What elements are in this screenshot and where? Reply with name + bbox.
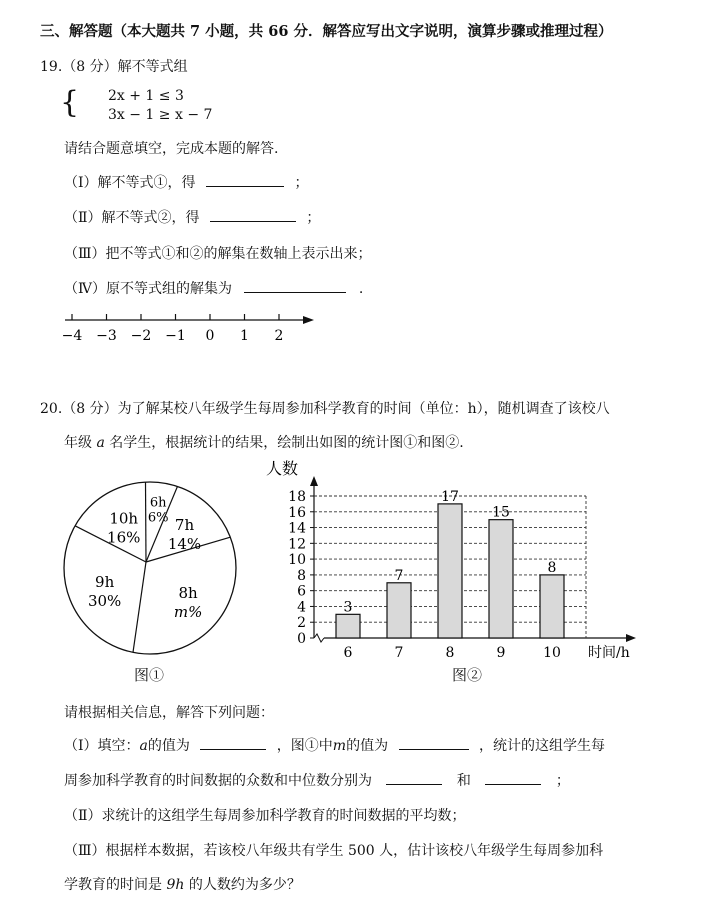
q20-part3-line1: （Ⅲ）根据样本数据，若该校八年级共有学生 500 人，估计该校八年级学生每周参加科 bbox=[64, 843, 604, 859]
pie-chart bbox=[60, 478, 245, 663]
pie-slice-label: 10h bbox=[109, 509, 139, 528]
bar-y-tick-label: 6 bbox=[297, 583, 306, 600]
fig1-caption: 图① bbox=[134, 666, 165, 684]
q20-p3-var-9h: 9h bbox=[166, 877, 185, 893]
q20-p1-var-a: a bbox=[139, 738, 148, 754]
q19-step4-end: . bbox=[358, 281, 364, 297]
number-line-arrow bbox=[303, 316, 314, 324]
pie-slice-label: 7h bbox=[174, 515, 195, 534]
bar-y-tick-label: 14 bbox=[288, 520, 306, 537]
pie-slice-label: 8h bbox=[178, 584, 198, 603]
pie-slice-value: 14% bbox=[167, 534, 202, 553]
bar-data-label: 17 bbox=[441, 488, 459, 505]
bar-y-tick-label: 4 bbox=[297, 599, 306, 616]
q19-step1-text: （Ⅰ）解不等式①，得 bbox=[64, 175, 196, 191]
number-line bbox=[60, 310, 330, 350]
q19-number: 19.（8 分）解不等式组 bbox=[40, 59, 188, 75]
pie-slice-edge bbox=[145, 482, 146, 562]
brace-symbol: { bbox=[60, 85, 80, 120]
q19-step4 bbox=[64, 278, 363, 298]
bar-y-tick-label: 12 bbox=[288, 536, 306, 553]
bar-rect bbox=[540, 575, 564, 638]
bar-rect bbox=[387, 583, 411, 638]
q20-p1-line2-a: 周参加科学教育的时间数据的众数和中位数分别为 bbox=[64, 773, 372, 789]
q20-line2 bbox=[64, 432, 464, 452]
pie-slice-label: 6h bbox=[149, 495, 167, 511]
q19-step2-text: （Ⅱ）解不等式②，得 bbox=[64, 210, 200, 226]
bar-rect bbox=[438, 504, 462, 638]
fig2-caption: 图② bbox=[452, 666, 483, 684]
q20-p1-a: （Ⅰ）填空： bbox=[64, 738, 140, 754]
q20-p1-e: ，统计的这组学生每 bbox=[478, 738, 605, 754]
bar-x-tick-label: 7 bbox=[394, 645, 404, 661]
number-line-tick-label: −3 bbox=[96, 328, 117, 344]
pie-slice-value: m% bbox=[173, 603, 203, 622]
bar-y-tick-label: 0 bbox=[297, 631, 306, 647]
q20-p1-var-m: m bbox=[332, 738, 347, 754]
pie-slice-label: 9h bbox=[95, 572, 115, 591]
bar-rect bbox=[489, 520, 513, 638]
bar-x-tick-label: 6 bbox=[343, 645, 353, 661]
q20-line2-b: 名学生，根据统计的结果，绘制出如图的统计图①和图②. bbox=[109, 435, 464, 451]
bar-x-tick-label: 10 bbox=[543, 645, 561, 661]
bar-ylabel: 人数 bbox=[266, 459, 299, 478]
q19-step4-text: （Ⅳ）原不等式组的解集为 bbox=[64, 281, 232, 297]
q20-part1-line1 bbox=[64, 735, 605, 755]
q20-p1-c: ，图①中 bbox=[276, 738, 333, 754]
pie-slice-value: 6% bbox=[147, 510, 169, 526]
bar-y-tick-label: 16 bbox=[288, 504, 306, 521]
number-line-tick-label: −1 bbox=[165, 328, 186, 344]
number-line-tick-label: −4 bbox=[61, 328, 83, 344]
pie-slice-value: 16% bbox=[107, 528, 141, 547]
q20-p1-line2-b: 和 bbox=[456, 773, 471, 789]
bar-data-label: 15 bbox=[492, 504, 510, 521]
bar-y-tick-label: 10 bbox=[288, 552, 306, 569]
q20-p1-line2-c: ； bbox=[555, 773, 570, 789]
bar-rect bbox=[336, 614, 360, 638]
bar-x-tick-label: 8 bbox=[445, 645, 455, 661]
q20-a-answer-blank[interactable] bbox=[200, 735, 266, 750]
bar-x-tick-label: 9 bbox=[496, 645, 506, 661]
q20-line1: 20.（8 分）为了解某校八年级学生每周参加科学教育的时间（单位：h），随机调查了该校八 bbox=[40, 401, 610, 417]
bar-chart bbox=[262, 458, 642, 668]
bar-data-label: 8 bbox=[547, 559, 557, 576]
q19-step1 bbox=[64, 172, 308, 192]
q20-part2: （Ⅱ）求统计的这组学生每周参加科学教育的时间数据的平均数； bbox=[64, 808, 466, 824]
q20-part1-line2 bbox=[64, 770, 570, 790]
bar-y-tick-label: 8 bbox=[297, 567, 306, 584]
q20-p3-line2-b: 的人数约为多少？ bbox=[188, 877, 301, 893]
q20-median-answer-blank[interactable] bbox=[485, 770, 541, 785]
number-line-tick-label: 1 bbox=[240, 328, 249, 344]
q20-mode-answer-blank[interactable] bbox=[386, 770, 442, 785]
q19-step2 bbox=[64, 207, 320, 227]
q19-instruction: 请结合题意填空，完成本题的解答. bbox=[64, 141, 279, 157]
q19-step3: （Ⅲ）把不等式①和②的解集在数轴上表示出来； bbox=[64, 246, 372, 262]
bar-y-arrow bbox=[310, 476, 318, 486]
bar-data-label: 7 bbox=[394, 567, 404, 584]
number-line-tick-label: −2 bbox=[130, 328, 152, 344]
section-heading: 三、解答题（本大题共 7 小题，共 66 分．解答应写出文字说明，演算步骤或推理过程） bbox=[40, 23, 613, 40]
q20-p1-d: 的值为 bbox=[346, 738, 389, 754]
q20-p1-b: 的值为 bbox=[147, 738, 190, 754]
q20-p3-line2-a: 学教育的时间是 bbox=[64, 877, 162, 893]
pie-slice-value: 30% bbox=[87, 591, 122, 610]
number-line-tick-label: 0 bbox=[205, 328, 215, 344]
bar-xlabel: 时间/h bbox=[588, 645, 630, 661]
bar-data-label: 3 bbox=[343, 599, 353, 616]
bar-y-tick-label: 18 bbox=[288, 489, 306, 505]
q19-step2-answer-blank[interactable] bbox=[210, 207, 296, 222]
bar-y-tick-label: 2 bbox=[297, 615, 306, 632]
q20-var-a: a bbox=[96, 435, 105, 451]
q19-step1-end: ； bbox=[294, 175, 309, 191]
q19-inequality-2: 3x − 1 ≥ x − 7 bbox=[108, 107, 213, 123]
q20-line2-a: 年级 bbox=[64, 435, 92, 451]
q20-prompt: 请根据相关信息，解答下列问题： bbox=[64, 705, 274, 721]
q19-step2-end: ； bbox=[306, 210, 321, 226]
q19-step1-answer-blank[interactable] bbox=[206, 172, 284, 187]
q19-inequality-1: 2x + 1 ≤ 3 bbox=[108, 88, 184, 104]
number-line-tick-label: 2 bbox=[274, 328, 284, 344]
q20-m-answer-blank[interactable] bbox=[399, 735, 469, 750]
q19-step4-answer-blank[interactable] bbox=[244, 278, 346, 293]
bar-axis-break bbox=[314, 634, 324, 642]
bar-x-arrow bbox=[626, 634, 636, 642]
q20-part3-line2 bbox=[64, 874, 301, 894]
